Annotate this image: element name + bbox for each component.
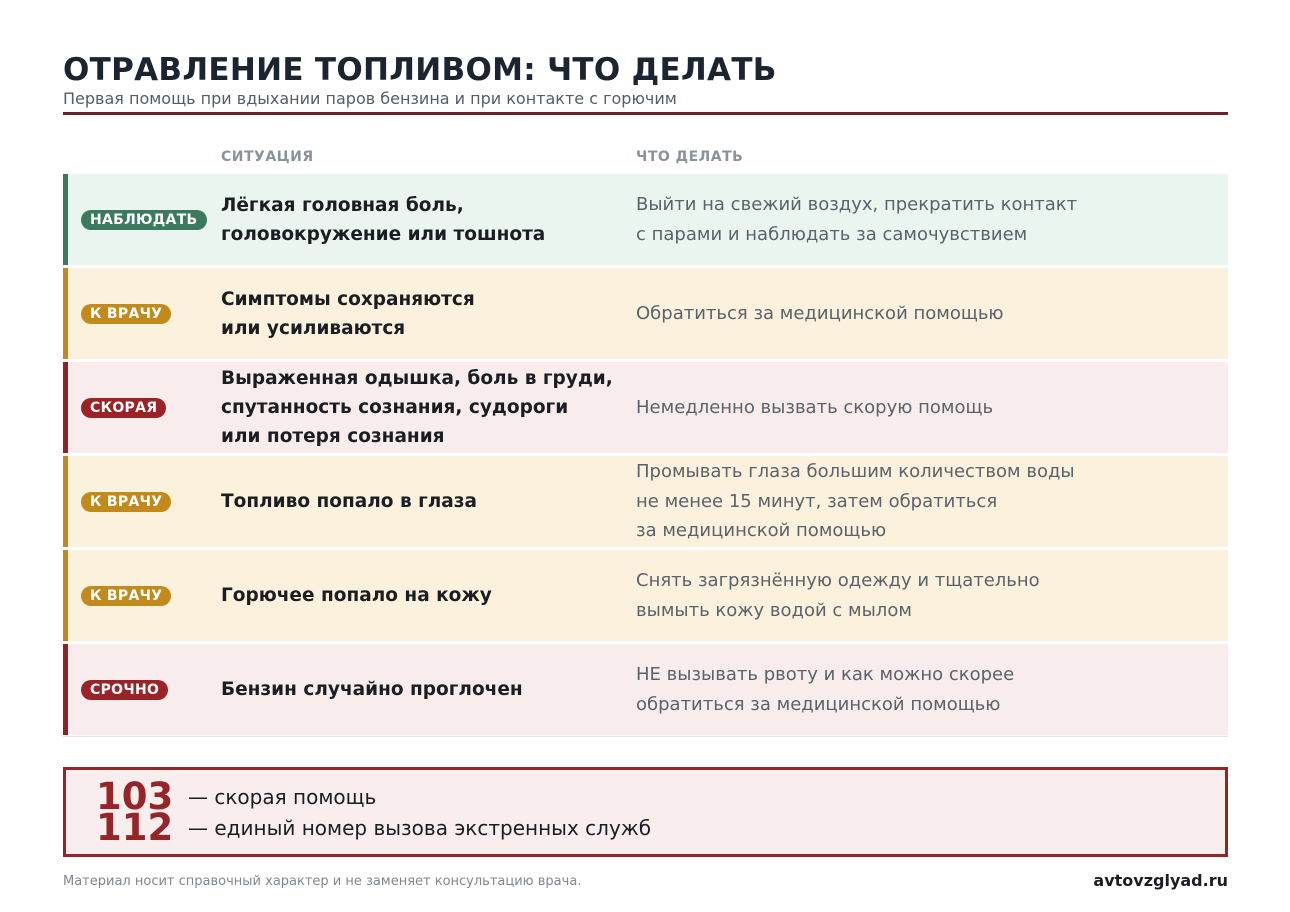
severity-stripe (63, 456, 68, 547)
table-row (63, 362, 1228, 453)
emergency-number-label: — скорая помощь (188, 785, 377, 809)
emergency-number: 103 (96, 775, 174, 818)
column-header-action: ЧТО ДЕЛАТЬ (636, 149, 744, 165)
column-header-situation: СИТУАЦИЯ (221, 149, 314, 165)
emergency-number: 112 (96, 806, 174, 849)
table-bottom-divider (63, 736, 1228, 737)
severity-badge: НАБЛЮДАТЬ (81, 210, 207, 230)
action-text: Снять загрязнённую одежду и тщательно вымыть кожу водой с мылом (636, 570, 1040, 621)
severity-badge: СРОЧНО (81, 680, 168, 700)
table-row (63, 174, 1228, 265)
situation-text: Выраженная одышка, боль в груди, спутанность сознания, судороги или потеря сознания (221, 368, 613, 447)
severity-badge: К ВРАЧУ (81, 304, 171, 324)
table-row (63, 550, 1228, 641)
severity-badge: К ВРАЧУ (81, 586, 171, 606)
severity-stripe (63, 362, 68, 453)
severity-stripe (63, 644, 68, 735)
emergency-numbers-box (63, 767, 1228, 857)
table-row (63, 456, 1228, 547)
situation-text: Топливо попало в глаза (221, 491, 478, 512)
situation-text: Симптомы сохраняются или усиливаются (221, 288, 475, 339)
table-row (63, 268, 1228, 359)
emergency-line-unified (96, 806, 652, 849)
emergency-number-label: — единый номер вызова экстренных служб (188, 816, 652, 840)
severity-badge: СКОРАЯ (81, 398, 166, 418)
severity-stripe (63, 174, 68, 265)
page-subtitle: Первая помощь при вдыхании паров бензина и при контакте с горючим (63, 89, 677, 108)
action-text: Промывать глаза большим количеством воды не менее 15 минут, затем обратиться за медицинской помощью (636, 461, 1075, 542)
table-row (63, 644, 1228, 735)
action-text: Выйти на свежий воздух, прекратить контакт с парами и наблюдать за самочувствием (636, 194, 1078, 245)
action-text: Обратиться за медицинской помощью (636, 302, 1004, 324)
site-name: avtovzglyad.ru (1093, 871, 1228, 890)
situation-text: Лёгкая головная боль, головокружение или тошнота (221, 194, 546, 245)
page-title: ОТРАВЛЕНИЕ ТОПЛИВОМ: ЧТО ДЕЛАТЬ (63, 52, 777, 88)
situation-text: Горючее попало на кожу (221, 585, 492, 606)
situation-text: Бензин случайно проглочен (221, 679, 523, 700)
severity-stripe (63, 550, 68, 641)
disclaimer-text: Материал носит справочный характер и не заменяет консультацию врача. (63, 874, 582, 889)
title-divider (63, 112, 1228, 115)
action-text: НЕ вызывать рвоту и как можно скорее обратиться за медицинской помощью (636, 664, 1015, 715)
action-text: Немедленно вызвать скорую помощь (636, 396, 994, 418)
severity-badge: К ВРАЧУ (81, 492, 171, 512)
severity-stripe (63, 268, 68, 359)
